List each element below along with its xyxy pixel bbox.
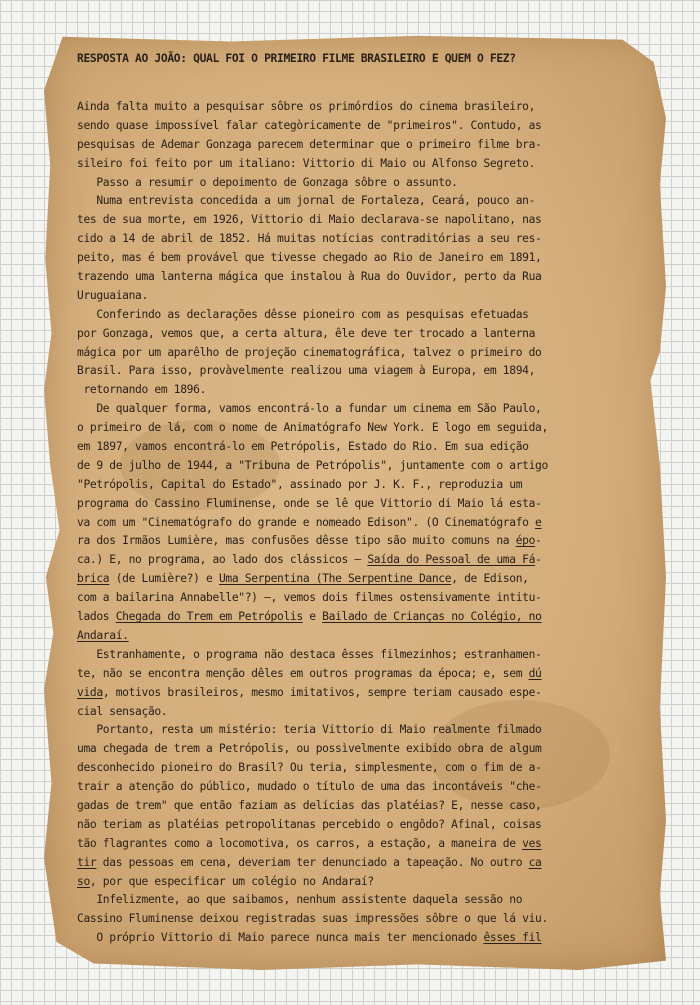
text-line	[77, 684, 548, 703]
line-text: Cassino Fluminense deixou registradas suas impressões sôbre o que lá viu.	[77, 912, 548, 926]
line-text: peito, mas é bem provável que tivesse chegado ao Rio de Janeiro em 1891,	[77, 251, 542, 265]
text-line	[77, 514, 548, 533]
text-line	[77, 174, 548, 193]
text-line	[77, 287, 548, 306]
text-line	[77, 306, 548, 325]
line-text: Numa entrevista concedida a um jornal de Fortaleza, Ceará, pouco an-	[77, 194, 536, 208]
text-line	[77, 816, 548, 835]
line-text: em 1897, vamos encontrá-lo em Petrópolis, Estado do Rio. Em sua edição	[77, 440, 529, 454]
text-line	[77, 721, 548, 740]
text-line	[77, 891, 548, 910]
line-text: por Gonzaga, vemos que, a certa altura, êle deve ter trocado a lanterna	[77, 326, 536, 340]
underlined-title-text: Chegada do Trem em Petrópolis	[115, 610, 303, 624]
line-text: sendo quase impossível falar categòricamente de "primeiros". Contudo, as	[77, 118, 542, 132]
underlined-title-text: so	[77, 874, 90, 888]
text-line	[77, 98, 548, 117]
text-line	[77, 457, 548, 476]
text-line	[77, 192, 548, 211]
line-text: Brasil. Para isso, provàvelmente realizou uma viagem à Europa, em 1894,	[77, 364, 536, 378]
line-text: "Petrópolis, Capital do Estado", assinado por J. K. F., reproduzia um	[77, 477, 523, 491]
line-text: va com um "Cinematógrafo do grande e nomeado Edison". (O Cinematógrafo	[77, 515, 536, 529]
line-text: trazendo uma lanterna mágica que instalou à Rua do Ouvidor, perto da Rua	[77, 270, 542, 284]
text-line	[77, 476, 548, 495]
underlined-title-text: épo	[515, 534, 536, 548]
line-text: , motivos brasileiros, mesmo imitativos, sempre teriam causado espe-	[102, 685, 542, 699]
document-title: RESPOSTA AO JOÃO: QUAL FOI O PRIMEIRO FILME BRASILEIRO E QUEM O FEZ?	[77, 52, 516, 65]
line-text: ca.) E, no programa, ao lado dos clássicos —	[77, 553, 368, 567]
text-line	[77, 740, 548, 759]
text-line	[77, 117, 548, 136]
text-line	[77, 797, 548, 816]
text-line	[77, 325, 548, 344]
text-line	[77, 589, 548, 608]
line-text: te, não se encontra menção dêles em outros programas da época; e, sem	[77, 666, 529, 680]
underlined-title-text: Bailado de Crianças no Colégio, no	[322, 610, 542, 624]
text-line	[77, 400, 548, 419]
text-line	[77, 627, 548, 646]
text-line	[77, 835, 548, 854]
underlined-title-text: Uma Serpentina (The Serpentine Dance	[218, 572, 452, 586]
underlined-title-text: vida	[77, 685, 103, 699]
line-text: tão flagrantes como a locomotiva, os carros, a estação, a maneira de	[77, 836, 523, 850]
line-text: de 9 de julho de 1944, a "Tribuna de Petrópolis", juntamente com o artigo	[77, 458, 548, 472]
line-text: mágica por um aparêlho de projeção cinematográfica, talvez o primeiro do	[77, 345, 542, 359]
line-text: gadas de trem" que então faziam as delícias das platéias? E, nesse caso,	[77, 798, 542, 812]
line-text: programa do Cassino Fluminense, onde se lê que Vittorio di Maio lá esta-	[77, 496, 542, 510]
text-line	[77, 211, 548, 230]
text-line	[77, 532, 548, 551]
document-body	[77, 98, 548, 948]
line-text: tes de sua morte, em 1926, Vittorio di Maio declarava-se napolitano, nas	[77, 213, 542, 227]
line-text: cial sensação.	[77, 704, 168, 718]
line-text: e	[302, 610, 323, 624]
line-text: sileiro foi feito por um italiano: Vittorio di Maio ou Alfonso Segreto.	[77, 156, 536, 170]
text-line	[77, 438, 548, 457]
line-text: Conferindo as declarações dêsse pioneiro com as pesquisas efetuadas	[77, 307, 529, 321]
text-line	[77, 910, 548, 929]
line-text: ra dos Irmãos Lumière, mas confusões dêsse tipo são muito comuns na	[77, 534, 516, 548]
text-line	[77, 381, 548, 400]
text-line	[77, 778, 548, 797]
line-text: das pessoas em cena, deveriam ter denunciado a tapeação. No outro	[96, 855, 529, 869]
line-text: , por que especificar um colégio no Andaraí?	[89, 874, 374, 888]
underlined-title-text: brica	[77, 572, 110, 586]
line-text: Passo a resumir o depoimento de Gonzaga sôbre o assunto.	[77, 175, 458, 189]
text-line	[77, 155, 548, 174]
line-text: , de Edison,	[451, 572, 529, 586]
underlined-title-text: dú	[528, 666, 542, 680]
line-text: desconhecido pioneiro do Brasil? Ou teria, simplesmente, com o fim de a-	[77, 761, 542, 775]
line-text: De qualquer forma, vamos encontrá-lo a fundar um cinema em São Paulo,	[77, 402, 542, 416]
line-text: (de Lumière?) e	[109, 572, 219, 586]
line-text: Portanto, resta um mistério: teria Vittorio di Maio realmente filmado	[77, 723, 542, 737]
underlined-title-text: ves	[522, 836, 542, 850]
text-line	[77, 344, 548, 363]
text-line	[77, 419, 548, 438]
text-line	[77, 759, 548, 778]
underlined-title-text: êsses fil	[483, 931, 542, 945]
text-line	[77, 703, 548, 722]
line-text: Uruguaiana.	[77, 288, 148, 302]
text-line	[77, 608, 548, 627]
underlined-title-text: Andaraí.	[77, 628, 129, 642]
text-line	[77, 495, 548, 514]
text-line	[77, 551, 548, 570]
text-line	[77, 854, 548, 873]
line-text: retornando em 1896.	[77, 383, 207, 397]
line-text: Estranhamente, o programa não destaca êsses filmezinhos; estranhamen-	[77, 647, 542, 661]
text-line	[77, 929, 548, 948]
line-text: pesquisas de Ademar Gonzaga parecem determinar que o primeiro filme bra-	[77, 137, 542, 151]
line-text: não teriam as platéias petropolitanas percebido o engôdo? Afinal, coisas	[77, 817, 542, 831]
line-text: com a bailarina Annabelle"?) —, vemos dois filmes ostensivamente intitu-	[77, 591, 542, 605]
line-text: lados	[77, 610, 116, 624]
underlined-title-text: tir	[77, 855, 97, 869]
line-text: cido a 14 de abril de 1852. Há muitas notícias contraditórias a seu res-	[77, 232, 542, 246]
text-line	[77, 136, 548, 155]
line-text: Ainda falta muito a pesquisar sôbre os primórdios do cinema brasileiro,	[77, 100, 536, 113]
text-line	[77, 570, 548, 589]
text-line	[77, 230, 548, 249]
underlined-title-text: Saída do Pessoal de uma Fá	[367, 553, 536, 567]
line-text: Infelizmente, ao que saibamos, nenhum assistente daquela sessão no	[77, 893, 523, 907]
underlined-title-text: ca	[528, 855, 542, 869]
text-line	[77, 249, 548, 268]
text-line	[77, 665, 548, 684]
line-text: o primeiro de lá, com o nome de Animatógrafo New York. E logo em seguida,	[77, 421, 548, 435]
line-text: O próprio Vittorio di Maio parece nunca mais ter mencionado	[77, 931, 484, 945]
text-line	[77, 646, 548, 665]
text-line	[77, 362, 548, 381]
line-text: uma chegada de trem a Petrópolis, ou possìvelmente exibido obra de algum	[77, 742, 542, 756]
text-line	[77, 268, 548, 287]
line-text: -	[535, 534, 542, 548]
text-line	[77, 873, 548, 892]
underlined-title-text: e	[535, 515, 542, 529]
line-text: -	[535, 553, 542, 567]
line-text: trair a atenção do público, mudado o título de uma das incontáveis "che-	[77, 780, 542, 794]
